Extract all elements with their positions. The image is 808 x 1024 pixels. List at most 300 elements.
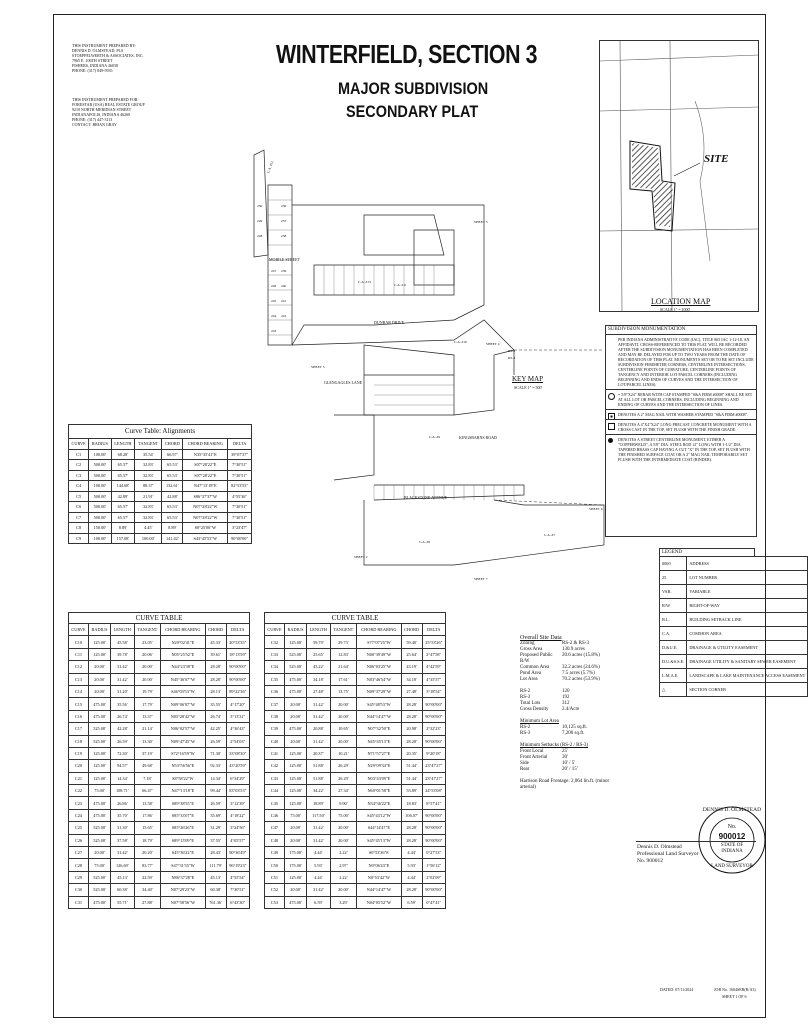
table-cell: N05°25'52"E [161, 648, 205, 660]
table-cell: N07°28'22"W [183, 512, 228, 523]
table-cell: 26.59' [111, 735, 134, 747]
table-cell: 49.68' [134, 760, 161, 772]
table-cell: 525.00' [285, 661, 307, 673]
table-cell: 6°43'30" [226, 896, 249, 908]
table-cell: N47°13'18"E [161, 785, 205, 797]
table-cell: 53.89' [401, 785, 422, 797]
site-data-key: Rear [520, 767, 530, 772]
table-cell: 525.00' [89, 735, 111, 747]
table-cell: 150.00' [89, 523, 111, 534]
table-cell: 475.00' [285, 896, 307, 908]
legend-row [660, 655, 808, 669]
table-cell: 475.00' [285, 685, 307, 697]
table-cell: 90°36'49" [226, 847, 249, 859]
monument-text: DENOTES A STREET CENTERLINE MONUMENT. EITHER A "COPPERWELD", A 5/8" DIA. STEEL ROD 12" LONG WITH 1-1/2" DIA. TAPERED BRASS CAP HAVING A CUT "X" IN THE TOP, SET FLUSH WITH THE FINISHED SURFACE COAT OR A 2" MAG NAIL TEMPORARILY SET FLUSH WITH THE INTERMEDIATE COAT (BINDER). [618, 437, 750, 462]
table-cell: 157.08' [111, 533, 135, 544]
table-cell: C30 [69, 884, 89, 896]
site-data-key: RS-3 [520, 695, 531, 700]
column-header: RADIUS [89, 624, 111, 636]
table-cell: 35.55' [205, 698, 226, 710]
table-cell: 29.73' [330, 636, 357, 648]
table-cell: 51.44' [401, 772, 422, 784]
lot-number: 247 [271, 269, 277, 273]
key-map-scale: SCALE 1" = 500' [514, 385, 543, 390]
table-cell: N06°03'25"W [357, 661, 401, 673]
table-cell: 4.44' [307, 871, 330, 883]
table-cell: 65.57' [111, 470, 135, 481]
table-cell: 4°42'59" [422, 661, 445, 673]
table-row [265, 747, 446, 759]
column-header: CHORD [401, 624, 422, 636]
legend-description: LOT NUMBER [687, 571, 808, 585]
common-area-label: C.A. #7 [544, 533, 555, 537]
table-cell: 39°07'37" [228, 449, 252, 460]
table-cell: C33 [265, 648, 285, 660]
table-cell: 7°30'51" [228, 470, 252, 481]
site-data-rows [520, 641, 610, 683]
table-cell: 65.57' [111, 502, 135, 513]
table-cell: 28.28' [401, 710, 422, 722]
table-cell: 125.00' [89, 747, 111, 759]
table-cell: C35 [265, 673, 285, 685]
site-data-key: Proposed Public R/W [520, 653, 553, 664]
location-map [599, 40, 759, 312]
table-cell: C1 [69, 449, 89, 460]
table-cell: 66.47' [134, 785, 161, 797]
table-cell: 34.22' [307, 785, 330, 797]
table-cell: S45°48'53"W [357, 698, 401, 710]
table-cell: 32.83' [135, 470, 162, 481]
table-cell: C28 [69, 859, 89, 871]
table-row [69, 822, 250, 834]
column-header: LENGTH [111, 624, 134, 636]
table-cell: 31.42' [111, 847, 134, 859]
table-cell: 1°56'12" [422, 859, 445, 871]
table-cell: 26.74' [205, 710, 226, 722]
table-cell: 117.50' [307, 809, 330, 821]
table-cell: 99.44' [205, 785, 226, 797]
table-cell: 2.97' [330, 859, 357, 871]
lot-number: 240 [281, 284, 287, 288]
legend-row [660, 585, 808, 599]
table-cell: 31.42' [307, 822, 330, 834]
table-cell: 17.86' [134, 809, 161, 821]
table-cell: 25°53'26" [422, 636, 445, 648]
table-cell: N04°05'52"W [357, 896, 401, 908]
table-cell: 75.00' [330, 809, 357, 821]
table-cell: 500.00' [89, 502, 111, 513]
table-cell: 100.00' [89, 481, 111, 492]
table-cell: C10 [69, 636, 89, 648]
lot-number: 238 [281, 234, 287, 238]
table-cell: S43°45'53"W [183, 533, 228, 544]
site-data-value: 7.5 acres (5.7%) [562, 671, 595, 676]
table-row [69, 470, 252, 481]
table-cell: C36 [265, 685, 285, 697]
table-cell: 35.70' [111, 809, 134, 821]
table-row [265, 661, 446, 673]
table-cell: 7°30'51" [228, 460, 252, 471]
table-cell: 28.43' [205, 847, 226, 859]
site-data-title: Overall Site Data [520, 635, 562, 641]
common-area-label: C.A. #8 [419, 540, 430, 544]
table-cell: 13.37' [134, 710, 161, 722]
table-cell: C49 [265, 847, 285, 859]
table-row [69, 502, 252, 513]
signature-block [637, 844, 698, 865]
table-cell: C21 [69, 772, 89, 784]
table-header-row [69, 624, 250, 636]
table-cell: 21.91' [135, 491, 162, 502]
column-header: LENGTH [111, 439, 135, 450]
table-cell: C32 [265, 636, 285, 648]
legend-symbol: C.A. [660, 627, 687, 641]
column-header: CHORD BEARING [357, 624, 401, 636]
plat-title: WINTERFIELD, SECTION 3 [276, 39, 538, 69]
table-row [265, 871, 446, 883]
table-cell: 27.88' [134, 896, 161, 908]
table-cell: 475.00' [285, 673, 307, 685]
table-cell: N71°57'27"E [357, 747, 401, 759]
sheet-label: SHEET 3 [474, 220, 488, 224]
table-cell: 32.83' [135, 512, 162, 523]
curve-alignments-title: Curve Table: Alignments [68, 424, 252, 438]
legend-description: RIGHT-OF-WAY [687, 599, 808, 613]
table-cell: N44°23'38"E [161, 661, 205, 673]
table-cell: N09°06'07"W [161, 698, 205, 710]
table-row [69, 809, 250, 821]
legend-row [660, 641, 808, 655]
table-cell: 144.68' [111, 481, 135, 492]
rebar-symbol-icon [608, 393, 615, 400]
table-cell: C6 [69, 502, 89, 513]
table-cell: C12 [69, 661, 89, 673]
table-cell: 10.21' [330, 747, 357, 759]
table-cell: C9 [69, 533, 89, 544]
table-cell: 13.75' [330, 685, 357, 697]
prepared-for-block [72, 97, 182, 127]
column-header: CHORD [205, 624, 226, 636]
table-cell: 525.00' [89, 884, 111, 896]
table-cell: 20.00' [330, 822, 357, 834]
table-cell: 90°00'00" [422, 698, 445, 710]
table-cell: C37 [265, 698, 285, 710]
zoning-label: RS-2 [508, 349, 516, 353]
table-row [265, 847, 446, 859]
table-cell: 4.44' [307, 847, 330, 859]
table-cell: 21.64' [330, 661, 357, 673]
table-cell: 20.20' [134, 847, 161, 859]
table-cell: 125.00' [285, 772, 307, 784]
table-cell: C4 [69, 481, 89, 492]
table-cell: 20.98' [401, 723, 422, 735]
site-data-value: 30' [562, 755, 568, 760]
site-data-value: 20.6 acres (15.8%) [562, 653, 600, 658]
table-cell: N47°13'18"E [183, 481, 228, 492]
table-row [265, 797, 446, 809]
setbacks-title: Minimum Setbacks (RS-2 / RS-3) [520, 743, 589, 748]
column-header: DELTA [226, 624, 249, 636]
table-cell: N07°29'23"W [161, 884, 205, 896]
table-cell: 111.79' [205, 859, 226, 871]
table-cell: 4°35'57" [422, 673, 445, 685]
legend-row [660, 613, 808, 627]
table-cell: 31.20' [111, 685, 134, 697]
table-cell: N07°58'56"W [161, 896, 205, 908]
table-cell: 90°00'00" [422, 710, 445, 722]
table-row [265, 723, 446, 735]
monument-item [606, 409, 756, 419]
table-cell: C8 [69, 523, 89, 534]
common-area-label: C.A. #9 [429, 435, 440, 439]
table-row [265, 822, 446, 834]
table-cell: 92.33' [205, 760, 226, 772]
table-cell: S0°25'06"W [183, 523, 228, 534]
common-area-label: C.A. #13 [358, 280, 371, 284]
column-header: CHORD [162, 439, 183, 450]
table-cell: C3 [69, 470, 89, 481]
column-header: RADIUS [285, 624, 307, 636]
lot-number: 239 [281, 269, 287, 273]
table-cell: 125.00' [89, 636, 111, 648]
table-row [69, 847, 250, 859]
lot-number: 236 [281, 204, 287, 208]
table-cell: 75.00' [89, 785, 111, 797]
table-cell: 28.28' [401, 834, 422, 846]
legend-symbol: D.U.&S.S.E. [660, 655, 687, 669]
site-data-key: Front Local [520, 749, 544, 754]
table-cell: 17.61' [330, 673, 357, 685]
table-cell: 42.25' [205, 723, 226, 735]
common-area-label: C.A. #16 [454, 340, 467, 344]
table-cell: 55.71' [111, 896, 134, 908]
table-cell: 65.53' [162, 470, 183, 481]
table-cell: 51.44' [401, 760, 422, 772]
table-cell: 34.18' [401, 673, 422, 685]
table-cell: 108.71' [111, 785, 134, 797]
column-header: TANGENT [134, 624, 161, 636]
legend-description: SECTION CORNER [687, 683, 808, 697]
table-cell: 28.28' [401, 698, 422, 710]
table-cell: C14 [69, 685, 89, 697]
seal-number: 900012 [718, 832, 746, 841]
legend-description: BUILDING SETBACK LINE [687, 613, 808, 627]
table-cell: 13.58' [134, 797, 161, 809]
table-cell: 20.00' [330, 698, 357, 710]
table-cell: 51.88' [307, 760, 330, 772]
table-cell: 20.00' [285, 698, 307, 710]
table-row [69, 685, 250, 697]
sheet-label: SHEET 5 [311, 365, 325, 369]
table-row [69, 896, 250, 908]
table-cell: 125.00' [89, 760, 111, 772]
table-row [69, 859, 250, 871]
table-row [69, 772, 250, 784]
monument-item [606, 434, 756, 464]
table-row [69, 523, 252, 534]
table-cell: C27 [69, 847, 89, 859]
table-cell: 0°47'41" [422, 896, 445, 908]
table-cell: 26.59' [205, 735, 226, 747]
table-cell: 65.57' [111, 512, 135, 523]
surveyor-title: Professional Land Surveyor [637, 851, 699, 857]
curve-table-a-title: CURVE TABLE [68, 612, 250, 623]
table-cell: 500.00' [89, 470, 111, 481]
street-label: DUNBAR DRIVE [374, 320, 405, 325]
seal-no-label: No. [727, 824, 737, 830]
lot-number: 243 [271, 329, 277, 333]
common-area-label: C.A. #11 [394, 283, 407, 287]
table-cell: 90°00'00" [422, 822, 445, 834]
table-cell: 28.28' [401, 822, 422, 834]
table-cell: 37.55' [205, 834, 226, 846]
table-cell: 82°53'53" [228, 481, 252, 492]
table-cell: 90°00'00" [422, 735, 445, 747]
table-cell: C23 [69, 797, 89, 809]
table-cell: 175.00' [285, 859, 307, 871]
table-cell: N20°02'41"E [161, 636, 205, 648]
table-cell: N03°43'09"E [357, 772, 401, 784]
monument-text: = 5/8"X24" REBAR WITH CAP STAMPED "S&A FIRM #0008" SHALL BE SET AT ALL LOT OR PARCEL CORNERS, INCLUDING BEGINNING AND ENDING OF CURVES AND THE INTERSECTION OF LINES. [618, 392, 753, 407]
legend [659, 548, 806, 697]
table-cell: 88.37' [135, 481, 162, 492]
table-cell: 4.45' [135, 523, 162, 534]
table-cell: 4°17'20" [226, 698, 249, 710]
table-cell: 90°00'00" [226, 673, 249, 685]
table-cell: 525.00' [89, 834, 111, 846]
table-row [69, 698, 250, 710]
table-cell: N0°06'43"E [357, 859, 401, 871]
monumentation-box [605, 325, 757, 537]
table-row [265, 884, 446, 896]
table-row [265, 859, 446, 871]
table-cell: 8.89' [111, 523, 135, 534]
table-row [69, 661, 250, 673]
site-data-value: 10,125 sq.ft. [562, 725, 587, 730]
table-cell: 35.56' [111, 698, 134, 710]
table-cell: S85°26'26"E [161, 822, 205, 834]
preparer-line: DENNIS D. OLMSTEAD, PLS [72, 48, 124, 53]
table-cell: C19 [69, 747, 89, 759]
table-cell: 6.59' [401, 896, 422, 908]
table-row [265, 636, 446, 648]
legend-description: VARIABLE [687, 585, 808, 599]
table-cell: 2.22' [330, 847, 357, 859]
lot-number: 246 [271, 284, 277, 288]
street-label: BLACKSTONE AVENUE [404, 495, 448, 500]
table-cell: 20.00' [134, 673, 161, 685]
table-cell: 3°18'54" [422, 685, 445, 697]
curve-table-a [68, 612, 250, 909]
table-cell: 106.07' [401, 809, 422, 821]
table-cell: 27.48' [307, 685, 330, 697]
legend-grid [659, 556, 808, 697]
table-cell: 31.29' [205, 822, 226, 834]
table-cell: C46 [265, 809, 285, 821]
table-cell: 525.00' [89, 822, 111, 834]
sheet-label: SHEET 7 [474, 577, 488, 581]
table-cell: C42 [265, 760, 285, 772]
site-data-lots [520, 689, 610, 713]
table-cell: 141.42' [162, 533, 183, 544]
lot-number: 250 [257, 204, 263, 208]
table-cell: 125.00' [285, 871, 307, 883]
table-row [69, 723, 250, 735]
table-cell: 125.00' [285, 785, 307, 797]
legend-row [660, 557, 808, 571]
site-data-value: 2.4/Acre [562, 707, 580, 712]
table-row [69, 673, 250, 685]
table-row [69, 481, 252, 492]
table-cell: S72°16'59"W [161, 747, 205, 759]
table-cell: 7°30'51" [226, 884, 249, 896]
table-row [69, 785, 250, 797]
seal-bottom: LAND SURVEYOR [711, 864, 753, 869]
table-cell: C20 [69, 760, 89, 772]
table-cell: 90°00'00" [422, 809, 445, 821]
legend-symbol: D.&U.E. [660, 641, 687, 655]
table-cell: 31.42' [307, 834, 330, 846]
curve-table-b [264, 612, 446, 909]
table-cell: 475.00' [89, 710, 111, 722]
legend-row [660, 599, 808, 613]
legend-description: ADDRESS [687, 557, 808, 571]
table-cell: N29°09'34"E [357, 760, 401, 772]
table-cell: C11 [69, 648, 89, 660]
table-row [265, 772, 446, 784]
table-cell: 12.83' [330, 648, 357, 660]
table-cell: C24 [69, 809, 89, 821]
table-cell: N53°56'56"E [161, 760, 205, 772]
for-line: CONTACT: BRIAN GRAY [72, 122, 117, 127]
plat-subtitle-2: SECONDARY PLAT [346, 102, 479, 121]
signature-line [636, 841, 756, 842]
table-cell: 2°54'03" [226, 735, 249, 747]
column-header: TANGENT [330, 624, 357, 636]
table-cell: 96°19'23" [226, 859, 249, 871]
legend-symbol: B.L. [660, 613, 687, 627]
table-cell: 4°55'54" [226, 871, 249, 883]
table-cell: S07°28'22"E [183, 470, 228, 481]
table-cell: 90°00'00" [228, 533, 252, 544]
table-cell: 475.00' [89, 896, 111, 908]
plat-drawing [254, 145, 614, 585]
zoning-label: RS-3 [508, 356, 516, 360]
table-cell: 28.28' [401, 735, 422, 747]
table-cell: C45 [265, 797, 285, 809]
table-cell: 10.65' [330, 723, 357, 735]
table-cell: 21.14' [134, 723, 161, 735]
table-cell: C48 [265, 834, 285, 846]
table-cell: 7°30'51" [228, 512, 252, 523]
legend-row [660, 669, 808, 683]
table-cell: 500.00' [89, 460, 111, 471]
table-row [69, 636, 250, 648]
table-row [265, 809, 446, 821]
table-cell: C44 [265, 785, 285, 797]
curve-table-b-title: CURVE TABLE [264, 612, 446, 623]
site-data-value: 10' / 5' [562, 761, 576, 766]
site-data-key: Common Area [520, 665, 550, 670]
legend-description: COMMON AREA [687, 627, 808, 641]
table-cell: 60.38' [111, 884, 134, 896]
setback-rows [520, 749, 610, 773]
table-cell: 42.89' [111, 491, 135, 502]
table-cell: 125.00' [285, 636, 307, 648]
table-cell: 28.28' [401, 884, 422, 896]
table-cell: 59.79' [307, 636, 330, 648]
table-cell: 23.05' [134, 636, 161, 648]
